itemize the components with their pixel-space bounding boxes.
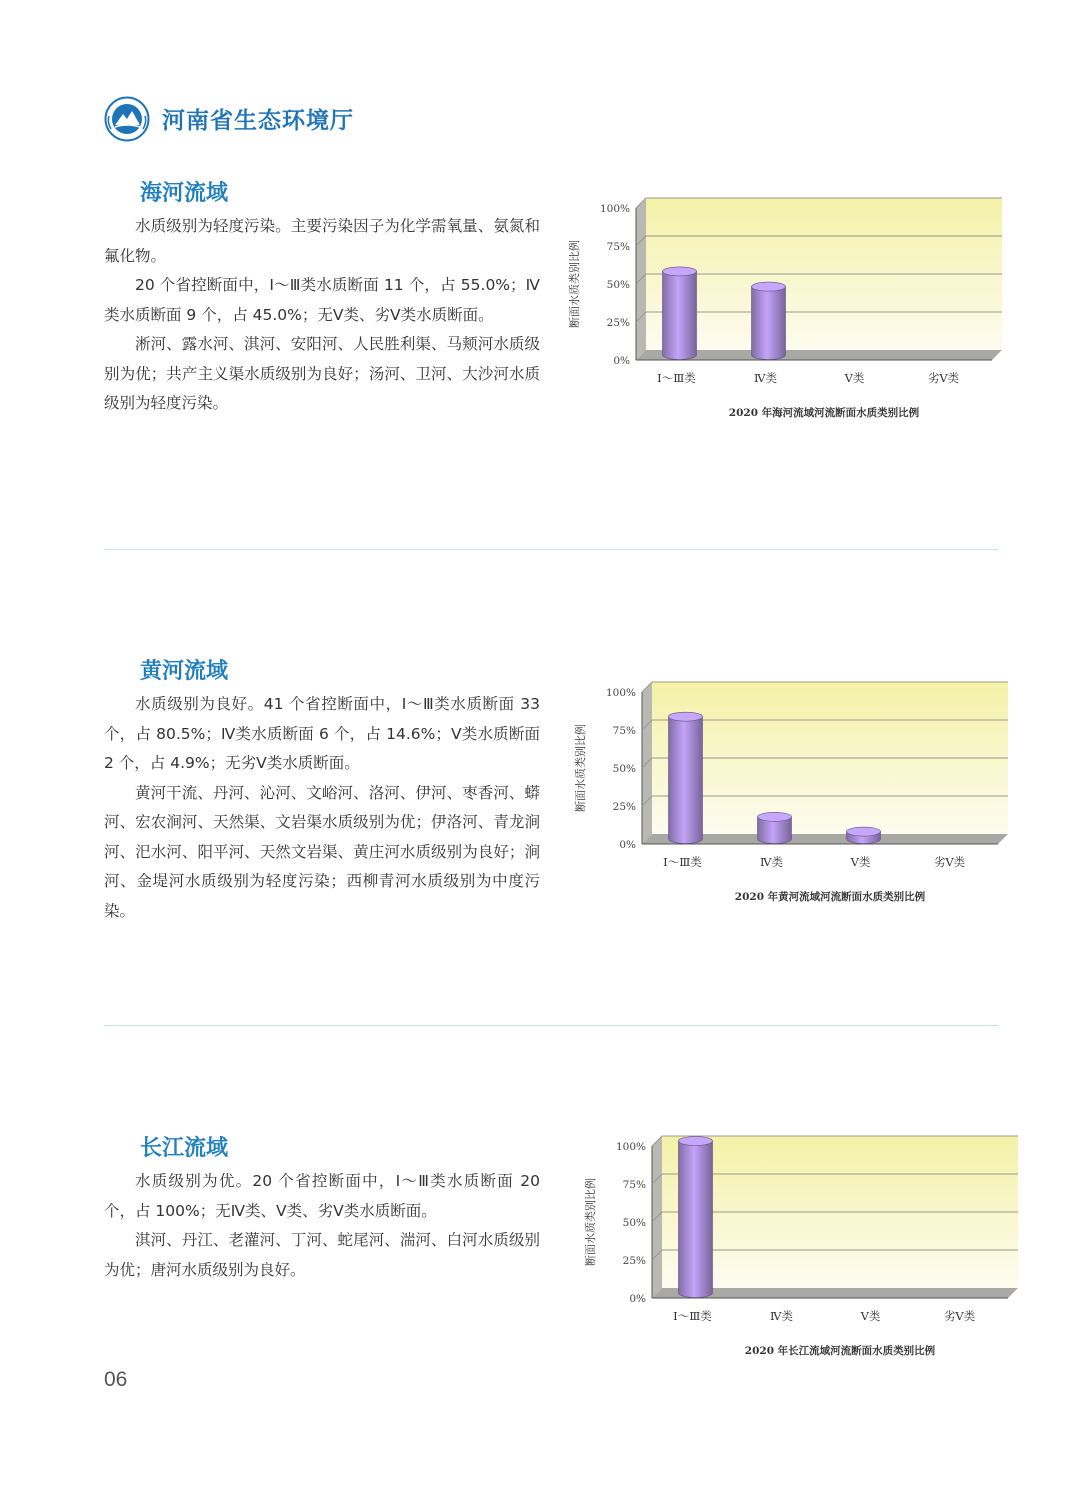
chart-y-tick-label: 100% [605,687,636,699]
chart-y-tick-label: 0% [629,1293,646,1305]
chart-x-tick-label: Ⅳ类 [754,371,777,385]
chart-y-tick-label: 50% [622,1217,646,1229]
section-body [104,212,540,419]
section-title: 黄河流域 [140,659,229,684]
chart-y-axis-label: 断面水质类别比例 [574,724,587,812]
chart-haihe [560,186,1020,436]
chart-huanghe [566,670,1026,920]
chart-y-tick-label: 100% [615,1141,646,1153]
chart-y-axis-label: 断面水质类别比例 [568,240,581,328]
chart-x-tick-label: Ⅴ类 [850,855,871,869]
chart-x-tick-label: Ⅴ类 [860,1309,881,1323]
chart-x-tick-label: Ⅰ～Ⅲ类 [663,855,702,869]
paragraph: 淅河、露水河、淇河、安阳河、人民胜利渠、马颊河水质级别为优；共产主义渠水质级别为良好；汤河、卫河、大沙河水质级别为轻度污染。 [104,335,540,412]
chart-y-tick-label: 25% [606,317,630,329]
environment-seal-logo-icon [104,96,150,142]
section-divider [104,549,998,550]
chart-changjiang [576,1124,1036,1374]
chart-title: 2020 年长江流域河流断面水质类别比例 [744,1345,936,1357]
paragraph: 水质级别为轻度污染。主要污染因子为化学需氧量、氨氮和氟化物。 [104,217,540,265]
chart-bar-top [758,812,792,821]
paragraph: 水质级别为优。20 个省控断面中，Ⅰ～Ⅲ类水质断面 20 个，占 100%；无Ⅳ类、Ⅴ类、劣Ⅴ类水质断面。 [104,1172,540,1220]
chart-bar-top [679,1137,713,1146]
section-title: 海河流域 [140,181,229,206]
chart-y-tick-label: 25% [622,1255,646,1267]
chart-bar-top [669,712,703,721]
chart-bar [679,1141,713,1298]
chart-y-tick-label: 75% [622,1179,646,1191]
chart-bar-top [663,267,697,276]
paragraph: 黄河干流、丹河、沁河、文峪河、洛河、伊河、枣香河、蟒河、宏农涧河、天然渠、文岩渠水质级别为优；伊洛河、青龙涧河、汜水河、阳平河、天然文岩渠、黄庄河水质级别为良好；涧河、金堤河水质级别为轻度污染；西柳青河水质级别为中度污染。 [104,783,540,920]
chart-bar-top [847,827,881,836]
chart-title: 2020 年黄河流域河流断面水质类别比例 [734,891,926,903]
section-body [104,690,540,926]
chart-x-tick-label: Ⅴ类 [844,371,865,385]
paragraph: 水质级别为良好。41 个省控断面中，Ⅰ～Ⅲ类水质断面 33 个，占 80.5%；Ⅳ类水质断面 6 个，占 14.6%；Ⅴ类水质断面 2 个，占 4.9%；无劣Ⅴ类水质断面。 [104,695,540,772]
chart-y-tick-label: 75% [612,725,636,737]
chart-bar [663,271,697,359]
chart-x-tick-label: Ⅳ类 [770,1309,793,1323]
section-title: 长江流域 [140,1136,229,1161]
chart-x-tick-label: 劣Ⅴ类 [943,1309,976,1323]
org-name: 河南省生态环境厅 [162,108,354,134]
chart-x-tick-label: Ⅰ～Ⅲ类 [673,1309,712,1323]
paragraph: 淇河、丹江、老灌河、丁河、蛇尾河、湍河、白河水质级别为优；唐河水质级别为良好。 [104,1231,540,1279]
page-number: 06 [104,1368,128,1391]
section-body [104,1167,540,1285]
chart-title: 2020 年海河流域河流断面水质类别比例 [728,407,920,419]
chart-y-axis-label: 断面水质类别比例 [584,1178,597,1266]
chart-y-tick-label: 100% [599,203,630,215]
chart-x-tick-label: 劣Ⅴ类 [927,371,960,385]
chart-x-tick-label: Ⅰ～Ⅲ类 [657,371,696,385]
chart-x-tick-label: 劣Ⅴ类 [933,855,966,869]
chart-y-tick-label: 0% [613,355,630,367]
chart-bar [669,717,703,844]
chart-y-tick-label: 50% [612,763,636,775]
chart-bar-top [752,282,786,291]
chart-y-tick-label: 25% [612,801,636,813]
paragraph: 20 个省控断面中，Ⅰ～Ⅲ类水质断面 11 个，占 55.0%；Ⅳ类水质断面 9 个，占 45.0%；无Ⅴ类、劣Ⅴ类水质断面。 [104,276,540,324]
chart-y-tick-label: 75% [606,241,630,253]
chart-y-tick-label: 0% [619,839,636,851]
section-divider [104,1025,998,1026]
chart-x-tick-label: Ⅳ类 [760,855,783,869]
chart-bar [752,287,786,360]
chart-y-tick-label: 50% [606,279,630,291]
